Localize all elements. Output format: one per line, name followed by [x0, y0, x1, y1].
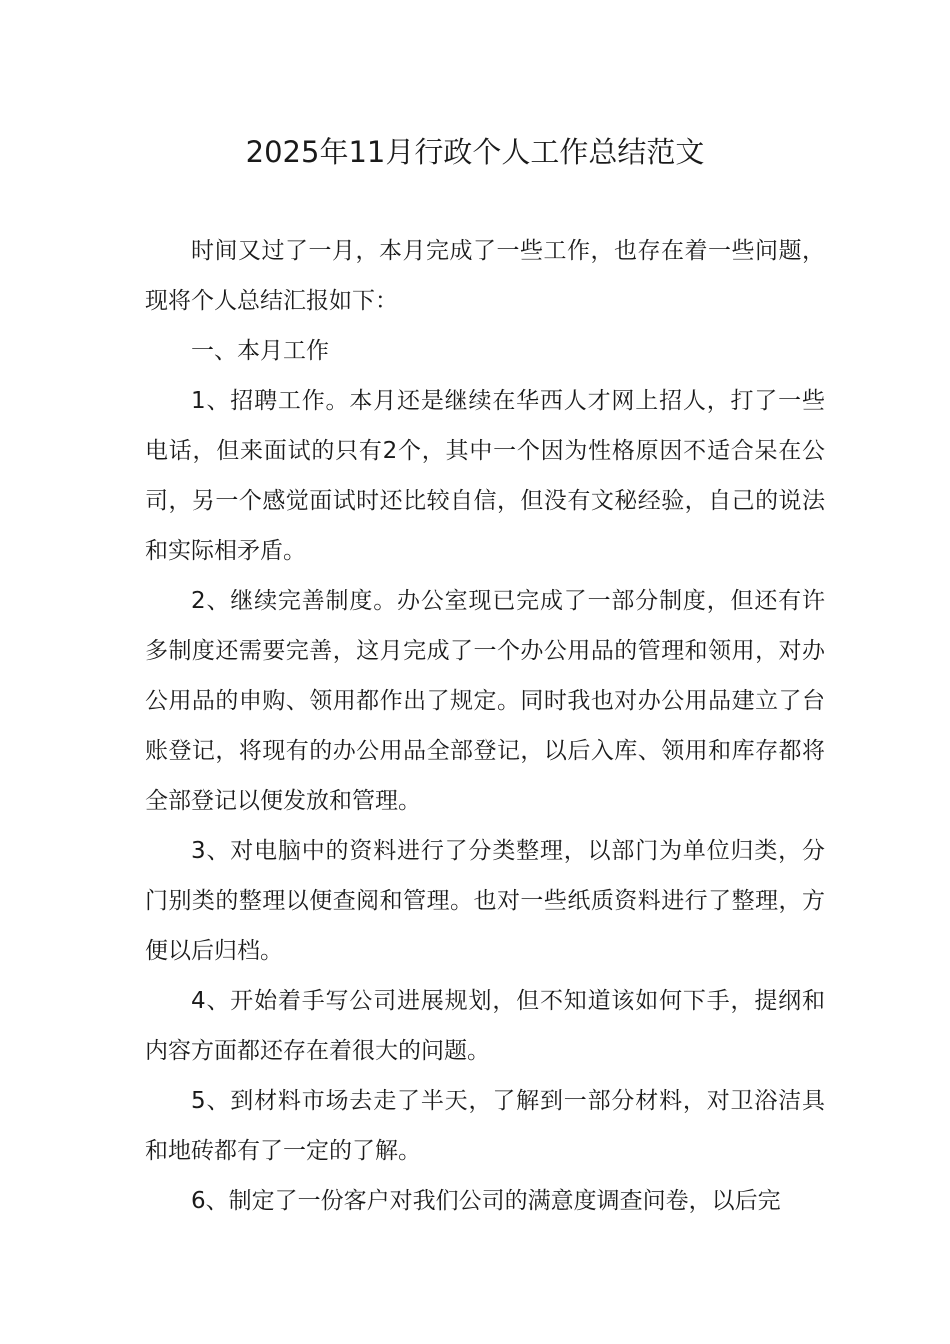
paragraph-item-6: 6、制定了一份客户对我们公司的满意度调查问卷，以后完 — [191, 1188, 781, 1214]
paragraph-item-2: 2、继续完善制度。办公室现已完成了一部分制度，但还有许多制度还需要完善，这月完成了一个办公用品的管理和领用，对办公用品的申购、领用都作出了规定。同时我也对办公用品建立了台账登记，将现有的办公用品全部登记，以后入库、领用和库存都将全部登记以便发放和管理。 — [145, 588, 825, 814]
paragraph-item-1: 1、招聘工作。本月还是继续在华西人才网上招人，打了一些电话，但来面试的只有2个，其中一个因为性格原因不适合呆在公司，另一个感觉面试时还比较自信，但没有文秘经验，自己的说法和实际相矛盾。 — [145, 388, 825, 564]
document-title: 2025年11月行政个人工作总结范文 — [245, 135, 705, 169]
section-heading: 一、本月工作 — [191, 338, 329, 364]
paragraph-intro: 时间又过了一月，本月完成了一些工作，也存在着一些问题，现将个人总结汇报如下： — [145, 238, 825, 314]
paragraph-item-4: 4、开始着手写公司进展规划，但不知道该如何下手，提纲和内容方面都还存在着很大的问题。 — [145, 988, 825, 1064]
paragraph-item-5: 5、到材料市场去走了半天，了解到一部分材料，对卫浴洁具和地砖都有了一定的了解。 — [145, 1088, 825, 1164]
document-body — [145, 226, 825, 1226]
paragraph-item-3: 3、对电脑中的资料进行了分类整理，以部门为单位归类，分门别类的整理以便查阅和管理。也对一些纸质资料进行了整理，方便以后归档。 — [145, 838, 825, 964]
